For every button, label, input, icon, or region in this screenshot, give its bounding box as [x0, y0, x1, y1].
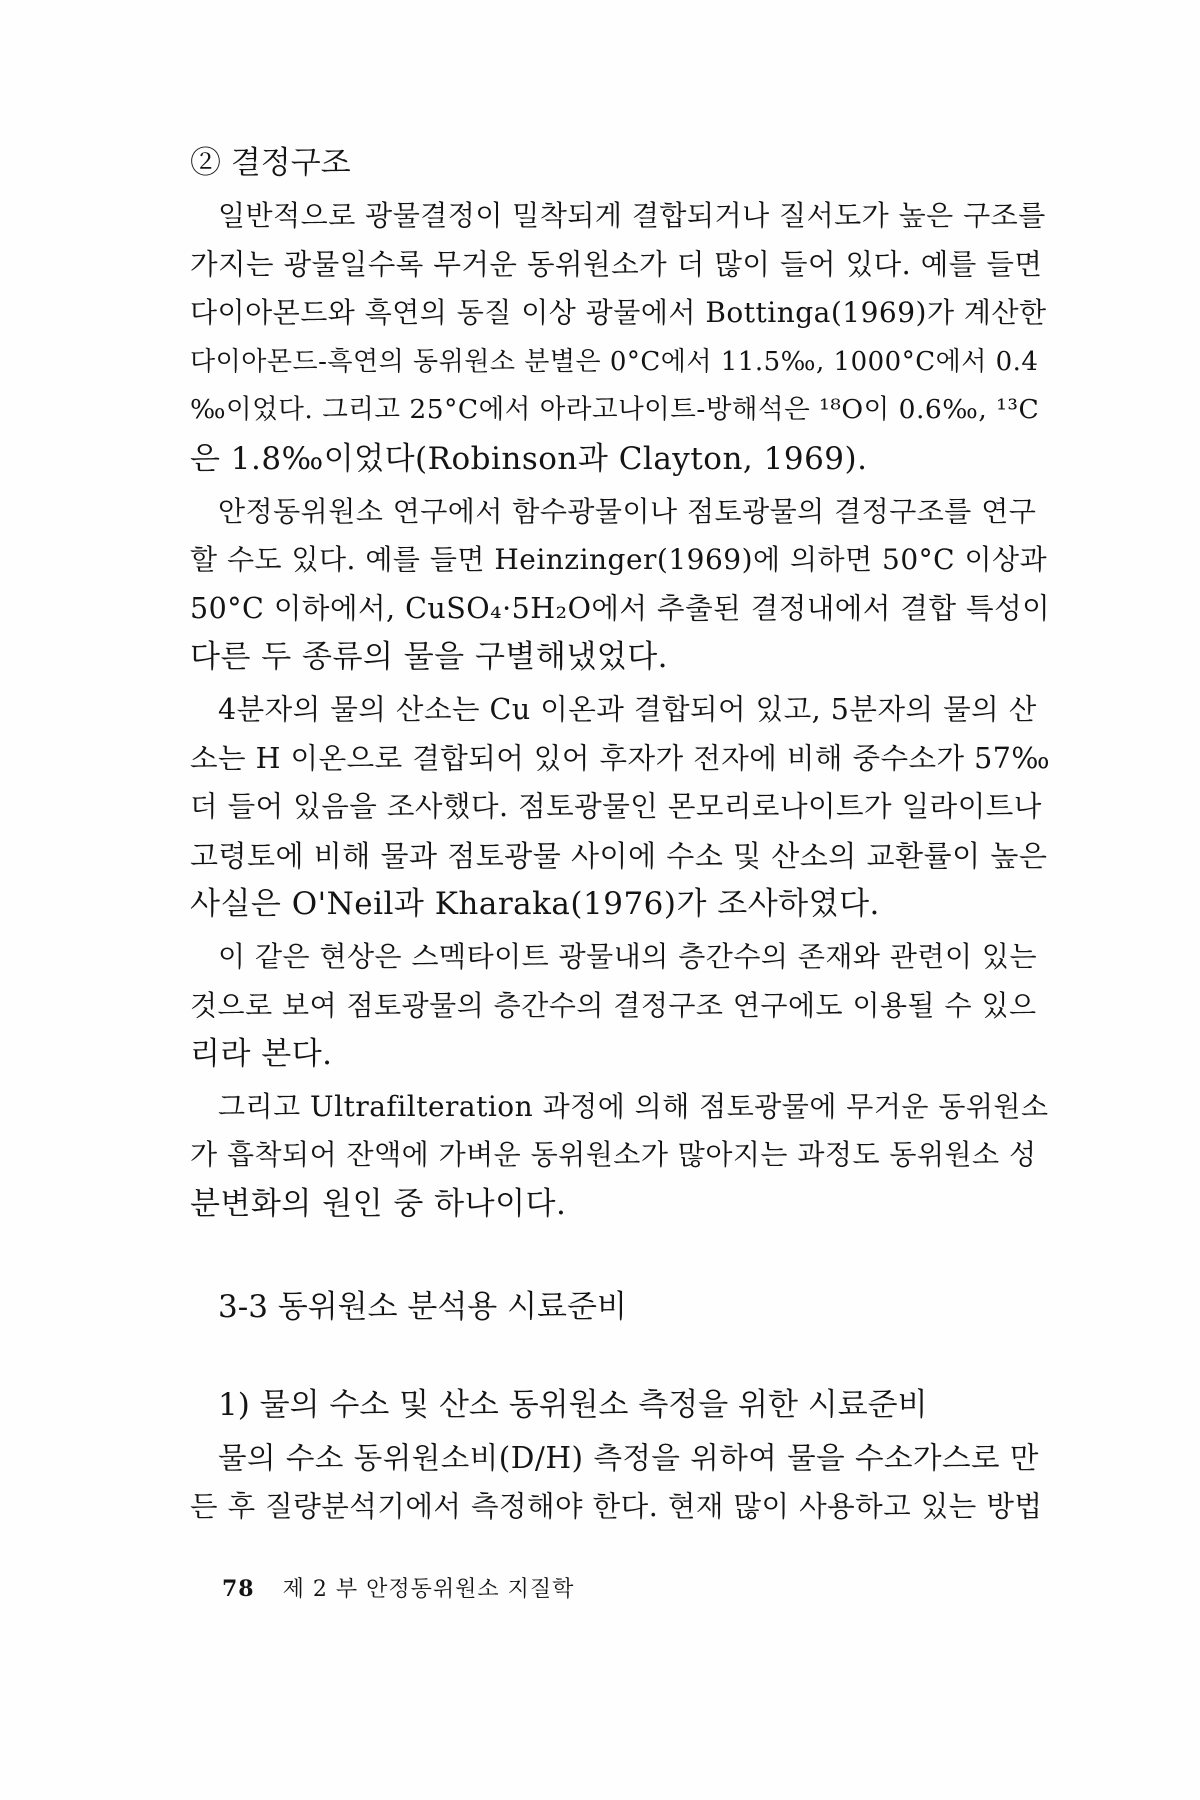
page-footer — [222, 1572, 574, 1603]
text-line: 분변화의 원인 중 하나이다. — [190, 1185, 567, 1222]
text-line: 이 같은 현상은 스멕타이트 광물내의 층간수의 존재와 관련이 있는 — [218, 939, 1038, 973]
text-line: 일반적으로 광물결정이 밀착되게 결합되거나 질서도가 높은 구조를 — [218, 199, 1046, 232]
text-line: 50°C 이하에서, CuSO₄·5H₂O에서 추출된 결정내에서 결합 특성이 — [190, 591, 1051, 625]
text-line: 4분자의 물의 산소는 Cu 이온과 결합되어 있고, 5분자의 물의 산 — [218, 692, 1037, 726]
paragraph-4 — [190, 933, 1050, 1079]
page-number: 78 — [222, 1576, 255, 1602]
paragraph-2 — [190, 488, 1050, 682]
text-line: ‰이었다. 그리고 25°C에서 아라고나이트-방해석은 ¹⁸O이 0.6‰, ¹³C — [190, 394, 1040, 426]
text-line: 더 들어 있음을 조사했다. 점토광물인 몬모리로나이트가 일라이트나 — [190, 790, 1042, 824]
text-line: 사실은 O'Neil과 Kharaka(1976)가 조사하였다. — [190, 886, 880, 923]
text-line: 물의 수소 동위원소비(D/H) 측정을 위하여 물을 수소가스로 만 — [218, 1441, 1039, 1476]
paragraph-1 — [190, 192, 1050, 484]
text-line: 안정동위원소 연구에서 함수광물이나 점토광물의 결정구조를 연구 — [218, 494, 1037, 528]
subsection-title: 1) 물의 수소 및 산소 동위원소 측정을 위한 시료준비 — [218, 1387, 928, 1424]
text-line: 은 1.8‰이었다(Robinson과 Clayton, 1969). — [190, 440, 868, 477]
text-line: 것으로 보여 점토광물의 층간수의 결정구조 연구에도 이용될 수 있으 — [190, 988, 1037, 1022]
text-line: 그리고 Ultrafilteration 과정에 의해 점토광물에 무거운 동위원소 — [218, 1089, 1049, 1123]
section-heading: 3-3 동위원소 분석용 시료준비 — [218, 1289, 627, 1326]
text-line: 할 수도 있다. 예를 들면 Heinzinger(1969)에 의하면 50°C 이상과 — [190, 543, 1048, 577]
text-line: 가 흡착되어 잔액에 가벼운 동위원소가 많아지는 과정도 동위원소 성 — [190, 1138, 1037, 1172]
text-line: 다이아몬드와 흑연의 동질 이상 광물에서 Bottinga(1969)가 계산한 — [190, 296, 1047, 330]
text-line: 든 후 질량분석기에서 측정해야 한다. 현재 많이 사용하고 있는 방법 — [190, 1490, 1043, 1524]
paragraph-5 — [190, 1083, 1050, 1229]
text-line: 고령토에 비해 물과 점토광물 사이에 수소 및 산소의 교환률이 높은 — [190, 838, 1048, 873]
paragraph-6 — [190, 1434, 1050, 1531]
subheading-crystal-structure: ② 결정구조 — [190, 145, 351, 181]
page-body — [190, 140, 1050, 1536]
text-line: 다른 두 종류의 물을 구별해냈었다. — [190, 639, 669, 676]
text-line: 가지는 광물일수록 무거운 동위원소가 더 많이 들어 있다. 예를 들면 — [190, 247, 1043, 281]
text-line: 리라 본다. — [190, 1036, 333, 1073]
paragraph-3 — [190, 686, 1050, 929]
text-line: 다이아몬드-흑연의 동위원소 분별은 0°C에서 11.5‰, 1000°C에서 0.4 — [190, 346, 1039, 377]
running-title: 제 2 부 안정동위원소 지질학 — [282, 1577, 575, 1602]
text-line: 소는 H 이온으로 결합되어 있어 후자가 전자에 비해 중수소가 57‰ — [190, 741, 1051, 775]
